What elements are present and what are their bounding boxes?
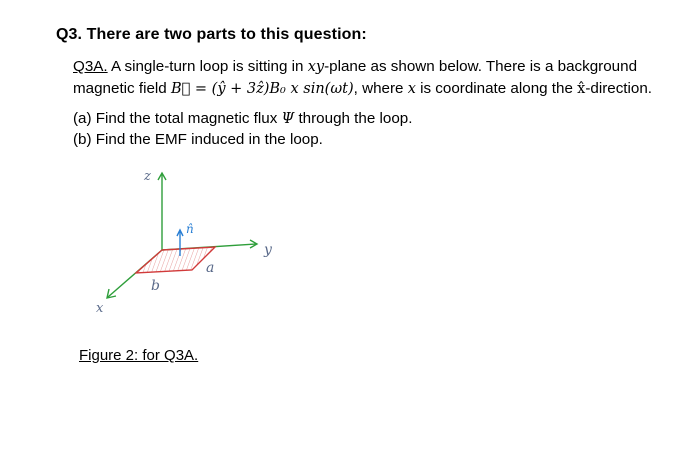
y-axis-label: y	[264, 242, 272, 258]
x-variable: x	[407, 81, 416, 97]
loop	[136, 247, 215, 273]
side-a-label: a	[206, 260, 215, 276]
normal-label: n̂	[186, 222, 194, 236]
z-axis-label: z	[144, 169, 151, 184]
side-b-label: b	[151, 278, 160, 294]
field-expression: B⃗ = (ŷ + 3ẑ)B₀ x sin(ωt)	[170, 81, 354, 97]
loop-figure	[90, 160, 290, 320]
line2-mid: , where	[353, 80, 408, 97]
part-a-end: through the loop.	[294, 110, 413, 127]
part-a	[73, 108, 412, 130]
question-line-1	[73, 56, 637, 78]
figure-caption: Figure 2: for Q3A.	[79, 347, 199, 364]
line2-mid2: is coordinate along the	[415, 80, 578, 97]
question-line-2	[73, 78, 652, 100]
x-axis-label: x	[96, 301, 104, 316]
plane-symbol: xy	[307, 59, 325, 75]
part-a-start: (a) Find the total magnetic flux	[73, 110, 282, 127]
flux-symbol: Ψ	[281, 111, 295, 127]
part-label: Q3A.	[73, 58, 108, 75]
line2-start: magnetic field	[73, 80, 171, 97]
line1-text: A single-turn loop is sitting in	[107, 58, 308, 75]
question-title: Q3. There are two parts to this question:	[56, 26, 367, 43]
part-b: (b) Find the EMF induced in the loop.	[73, 131, 323, 148]
x-unit-vector: x̂	[577, 81, 586, 97]
line2-end: -direction.	[585, 80, 653, 97]
line1-end: -plane as shown below. There is a background	[324, 58, 638, 75]
